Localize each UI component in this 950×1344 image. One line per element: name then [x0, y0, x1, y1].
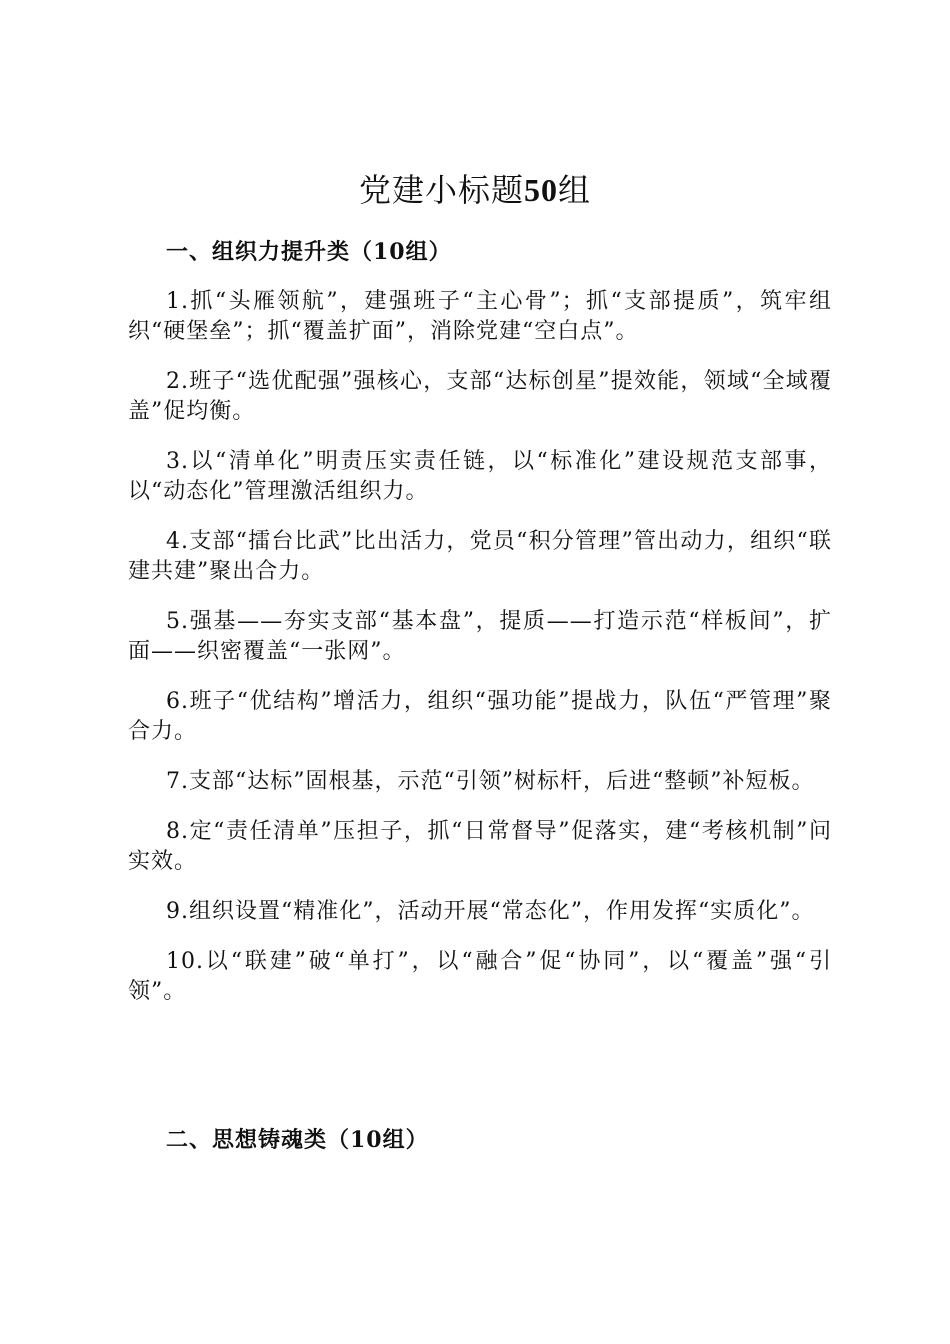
list-item: 10.以“联建”破“单打”，以“融合”促“协同”，以“覆盖”强“引领”。 — [128, 949, 832, 1004]
section-heading-ideology: 二、思想铸魂类（10组） — [166, 1127, 429, 1153]
list-item: 5.强基——夯实支部“基本盘”，提质——打造示范“样板间”，扩面——织密覆盖“一张网”。 — [128, 609, 832, 664]
title-suffix: 组 — [558, 171, 592, 209]
list-item: 7.支部“达标”固根基，示范“引领”树标杆，后进“整顿”补短板。 — [166, 769, 815, 794]
list-item: 2.班子“选优配强”强核心，支部“达标创星”提效能，领域“全域覆盖”促均衡。 — [128, 369, 832, 424]
list-item: 1.抓“头雁领航”，建强班子“主心骨”；抓“支部提质”，筑牢组织“硬堡垒”；抓“覆盖扩面”，消除党建“空白点”。 — [128, 289, 832, 344]
section-heading-organization: 一、组织力提升类（10组） — [166, 239, 452, 265]
title-text: 党建小标题 — [358, 171, 524, 209]
list-item: 9.组织设置“精准化”，活动开展“常态化”，作用发挥“实质化”。 — [166, 899, 815, 924]
title-number: 50 — [524, 172, 558, 208]
document-title — [0, 168, 950, 212]
section-body-organization — [128, 287, 832, 1027]
list-item: 8.定“责任清单”压担子，抓“日常督导”促落实，建“考核机制”问实效。 — [128, 819, 832, 874]
list-item: 4.支部“擂台比武”比出活力，党员“积分管理”管出动力，组织“联建共建”聚出合力。 — [128, 529, 832, 584]
list-item: 6.班子“优结构”增活力，组织“强功能”提战力，队伍“严管理”聚合力。 — [128, 689, 832, 744]
list-item: 3.以“清单化”明责压实责任链，以“标准化”建设规范支部事，以“动态化”管理激活组织力。 — [128, 449, 832, 504]
